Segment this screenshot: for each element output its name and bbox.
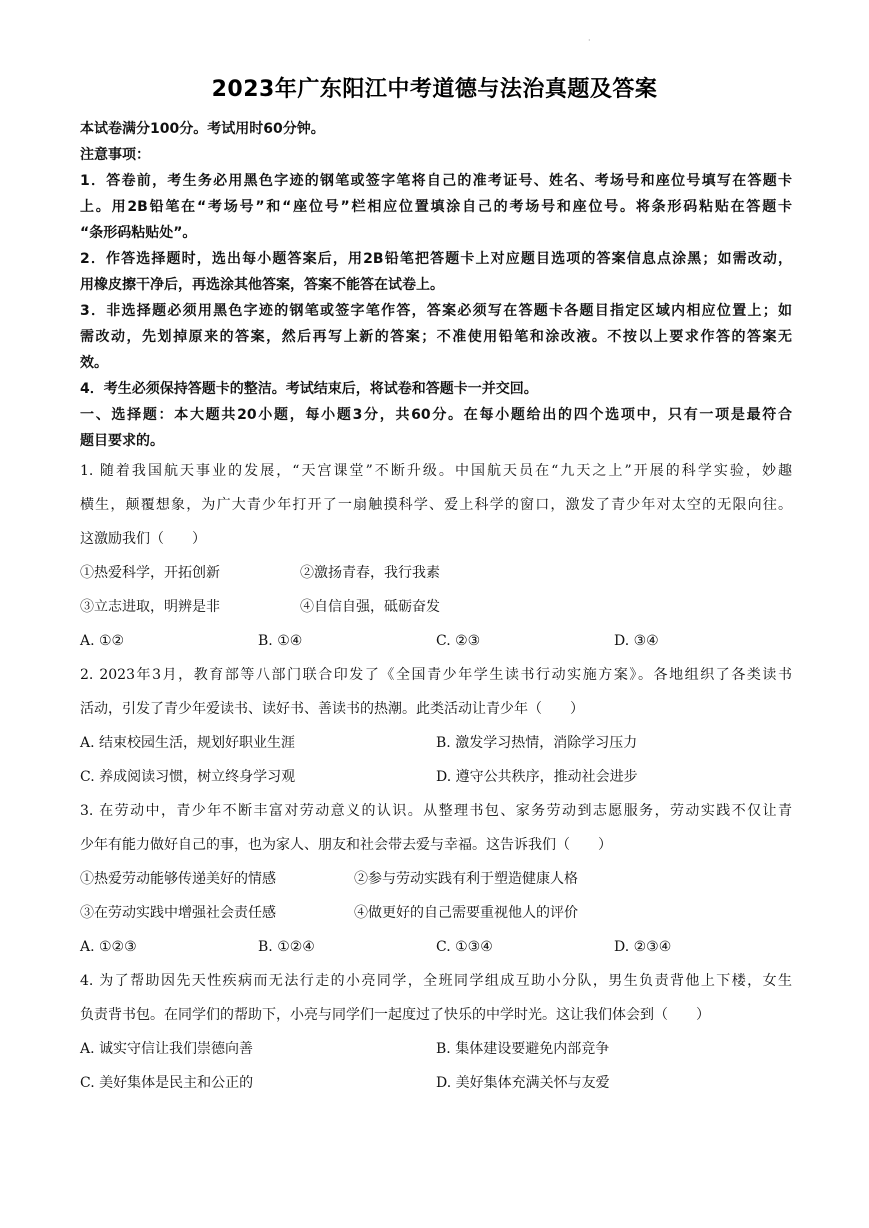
options-row — [80, 1066, 792, 1100]
option-a: A. ①② — [80, 633, 125, 649]
exam-content — [80, 116, 792, 1100]
option-b: B. 激发学习热情，消除学习压力 — [436, 735, 638, 751]
question-text: 2. 2023年3月，教育部等八部门联合印发了《全国青少年学生读书行动实施方案》。各地组织了各类读书 — [80, 667, 792, 683]
notice-line: 用橡皮擦干净后，再选涂其他答案，答案不能答在试卷上。 — [80, 277, 444, 293]
notice-line: 2．作答选择题时，选出每小题答案后，用2B铅笔把答题卡上对应题目选项的答案信息点涂黑；如需改动， — [80, 251, 792, 267]
notice-line: 3．非选择题必须用黑色字迹的钢笔或签字笔作答，答案必须写在答题卡各题目指定区域内相应位置上；如 — [80, 303, 792, 319]
option-c: C. 美好集体是民主和公正的 — [80, 1075, 254, 1091]
question-text: 横生，颠覆想象，为广大青少年打开了一扇触摸科学、爱上科学的窗口，激发了青少年对太空的无限向往。 — [80, 497, 792, 513]
scan-mark: · — [588, 36, 591, 45]
notice-line: 效。 — [80, 355, 108, 371]
notice-line: 上。用2B铅笔在“考场号”和“座位号”栏相应位置填涂自己的考场号和座位号。将条形码粘贴在答题卡 — [80, 199, 792, 215]
statement: ③在劳动实践中增强社会责任感 — [80, 905, 276, 921]
statement-row — [80, 590, 792, 624]
question-4 — [80, 964, 792, 1100]
options-row — [80, 726, 792, 760]
section-heading: 一、选择题：本大题共20小题，每小题3分，共60分。在每小题给出的四个选项中，只有一项是最符合 — [80, 407, 792, 423]
notice-line: “条形码粘贴处”。 — [80, 225, 197, 241]
notice-line: 4．考生必须保持答题卡的整洁。考试结束后，将试卷和答题卡一并交回。 — [80, 381, 538, 397]
option-d: D. ②③④ — [614, 939, 672, 955]
options-row — [80, 930, 792, 964]
options-row — [80, 624, 792, 658]
option-c: C. ②③ — [436, 633, 481, 649]
question-1 — [80, 454, 792, 658]
option-d: D. 美好集体充满关怀与友爱 — [436, 1075, 610, 1091]
notice-heading: 注意事项： — [80, 147, 150, 163]
notice-list — [80, 168, 792, 402]
options-row — [80, 760, 792, 794]
option-d: D. 遵守公共秩序，推动社会进步 — [436, 769, 638, 785]
question-text: 这激励我们（ ） — [80, 531, 206, 547]
options-row — [80, 1032, 792, 1066]
question-text: 负责背书包。在同学们的帮助下，小亮与同学们一起度过了快乐的中学时光。这让我们体会到（ ） — [80, 1007, 710, 1023]
question-text: 少年有能力做好自己的事，也为家人、朋友和社会带去爱与幸福。这告诉我们（ ） — [80, 837, 612, 853]
option-c: C. 养成阅读习惯，树立终身学习观 — [80, 769, 296, 785]
statement: ①热爱劳动能够传递美好的情感 — [80, 871, 276, 887]
question-text: 1. 随着我国航天事业的发展，“天宫课堂”不断升级。中国航天员在“九天之上”开展的科学实验，妙趣 — [80, 463, 792, 479]
option-a: A. 诚实守信让我们崇德向善 — [80, 1041, 254, 1057]
statement-row — [80, 896, 792, 930]
statement-row — [80, 556, 792, 590]
option-a: A. ①②③ — [80, 939, 137, 955]
question-2 — [80, 658, 792, 794]
option-b: B. ①④ — [258, 633, 303, 649]
statement-row — [80, 862, 792, 896]
notice-line: 1．答卷前，考生务必用黑色字迹的钢笔或签字笔将自己的准考证号、姓名、考场号和座位号填写在答题卡 — [80, 173, 792, 189]
statement: ①热爱科学，开拓创新 — [80, 565, 220, 581]
option-a: A. 结束校园生活，规划好职业生涯 — [80, 735, 296, 751]
statement: ②激扬青春，我行我素 — [300, 565, 440, 581]
option-b: B. ①②④ — [258, 939, 315, 955]
statement: ②参与劳动实践有利于塑造健康人格 — [354, 871, 578, 887]
statement: ③立志进取，明辨是非 — [80, 599, 220, 615]
option-d: D. ③④ — [614, 633, 659, 649]
intro-line: 本试卷满分100分。考试用时60分钟。 — [80, 121, 325, 137]
statement: ④自信自强，砥砺奋发 — [300, 599, 440, 615]
statement: ④做更好的自己需要重视他人的评价 — [354, 905, 578, 921]
question-text: 3. 在劳动中，青少年不断丰富对劳动意义的认识。从整理书包、家务劳动到志愿服务，劳动实践不仅让青 — [80, 803, 792, 819]
option-c: C. ①③④ — [436, 939, 493, 955]
page-title: 2023年广东阳江中考道德与法治真题及答案 — [211, 77, 658, 102]
question-text: 4. 为了帮助因先天性疾病而无法行走的小亮同学，全班同学组成互助小分队，男生负责背他上下楼，女生 — [80, 973, 792, 989]
section-heading-cont: 题目要求的。 — [80, 433, 164, 449]
question-text: 活动，引发了青少年爱读书、读好书、善读书的热潮。此类活动让青少年（ ） — [80, 701, 584, 717]
question-3 — [80, 794, 792, 964]
notice-line: 需改动，先划掉原来的答案，然后再写上新的答案；不准使用铅笔和涂改液。不按以上要求作答的答案无 — [80, 329, 792, 345]
option-b: B. 集体建设要避免内部竞争 — [436, 1041, 610, 1057]
